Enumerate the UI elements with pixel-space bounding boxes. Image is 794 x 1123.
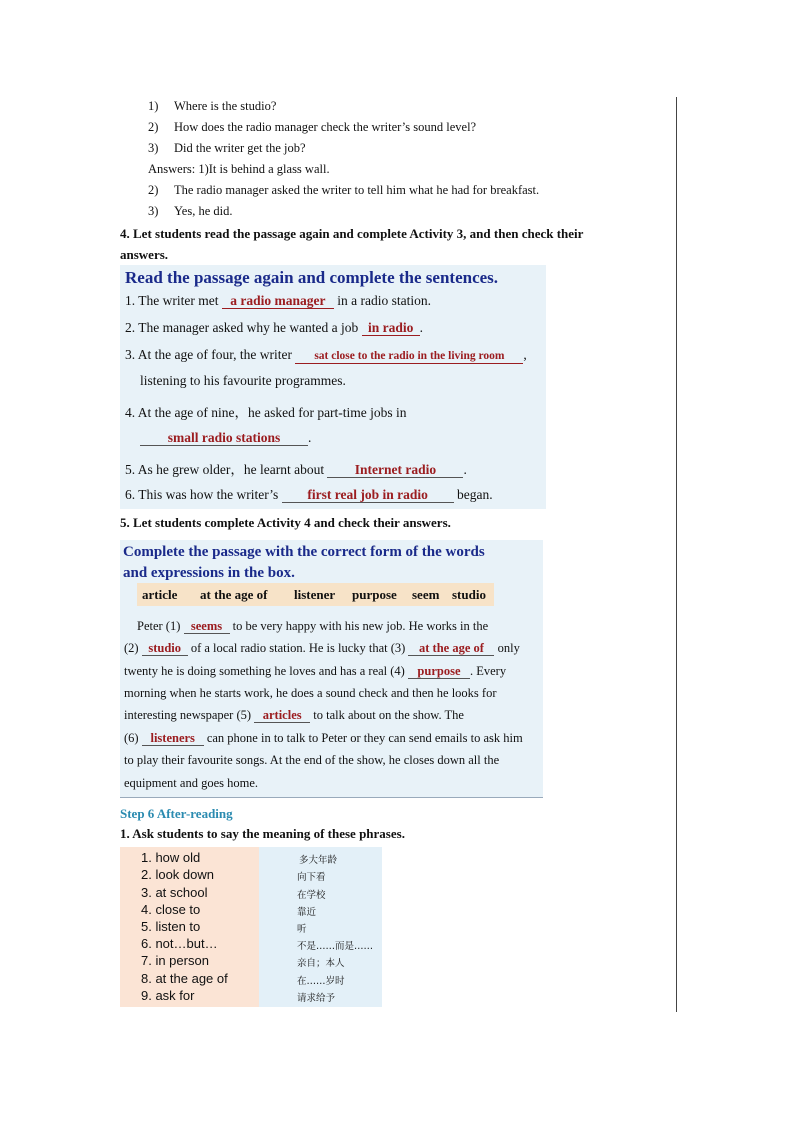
activity3-sentence: 3. At the age of four, the writer sat close to the radio in the living room , xyxy=(125,347,527,362)
answer-item: 2) The radio manager asked the writer to tell him what he had for breakfast. xyxy=(148,183,540,197)
question-list xyxy=(148,96,539,222)
passage-line: interesting newspaper (5) articles to talk about on the show. The xyxy=(124,708,464,722)
activity3-box xyxy=(120,265,546,509)
phrase-en: 6. not…but… xyxy=(141,936,218,951)
word-box-item: studio xyxy=(452,587,486,602)
step5-instruction: 5. Let students complete Activity 4 and check their answers. xyxy=(120,515,451,530)
passage-line: to play their favourite songs. At the end of the show, he closes down all the xyxy=(124,753,500,767)
phrase-en: 1. how old xyxy=(141,850,201,865)
activity4-title: Complete the passage with the correct form of the words and expressions in the box. xyxy=(123,544,485,581)
phrase-en: 9. ask for xyxy=(141,988,195,1003)
word-box-item: article xyxy=(142,587,178,602)
passage-line: (2) studio of a local radio station. He is lucky that (3) at the age of only xyxy=(124,641,520,655)
activity3-sentence: 2. The manager asked why he wanted a job in radio . xyxy=(125,320,424,335)
activity3-sentence: 4. At the age of nine，he asked for part-time jobs in xyxy=(125,405,407,420)
phrase-en: 5. listen to xyxy=(141,919,201,934)
phrase-zh: 在……岁时 xyxy=(297,976,345,987)
phrase-table xyxy=(120,847,382,1007)
phrase-en: 3. at school xyxy=(141,885,208,900)
passage-line: morning when he starts work, he does a sound check and then he looks for xyxy=(124,686,497,700)
phrase-zh: 请求给予 xyxy=(297,993,336,1004)
activity3-sentence-cont: small radio stations . xyxy=(140,430,311,446)
step4-instruction: 4. Let students read the passage again and complete Activity 3, and then check their answers. xyxy=(120,226,584,262)
activity3-sentence: 1. The writer met a radio manager in a radio station. xyxy=(125,293,431,308)
phrase-zh: 在学校 xyxy=(297,890,326,901)
answer-item: 3) Yes, he did. xyxy=(148,204,233,218)
phrase-zh: 听 xyxy=(297,924,307,935)
passage-line: twenty he is doing something he loves and has a real (4) purpose . Every xyxy=(124,664,507,678)
phrase-zh: 靠近 xyxy=(297,907,317,918)
passage-line: Peter (1) seems to be very happy with his new job. He works in the xyxy=(137,619,489,633)
phrase-zh: 不是……而是…… xyxy=(297,941,374,952)
margin-rule xyxy=(676,97,677,1012)
activity3-title: Read the passage again and complete the sentences. xyxy=(125,268,499,287)
question-item: 1) Where is the studio? xyxy=(148,99,277,113)
activity3-sentence: 5. As he grew older，he learnt about Internet radio . xyxy=(125,462,467,477)
passage-line: (6) listeners can phone in to talk to Peter or they can send emails to ask him xyxy=(124,731,523,745)
phrase-zh: 亲自；本人 xyxy=(297,958,345,969)
activity3-sentence: 6. This was how the writer’s first real job in radio began. xyxy=(125,487,493,502)
answer-first: Answers: 1)It is behind a glass wall. xyxy=(148,162,330,176)
question-item: 3) Did the writer get the job? xyxy=(148,141,306,155)
step6-instruction: 1. Ask students to say the meaning of these phrases. xyxy=(120,826,405,841)
word-box-item: listener xyxy=(294,587,336,602)
question-item: 2) How does the radio manager check the writer’s sound level? xyxy=(148,120,477,134)
phrase-en: 7. in person xyxy=(141,953,209,968)
phrase-en: 2. look down xyxy=(141,867,214,882)
activity3-sentence-cont: listening to his favourite programmes. xyxy=(140,373,346,388)
phrase-en: 4. close to xyxy=(141,902,201,917)
word-box-item: at the age of xyxy=(200,587,268,602)
phrase-zh: 向下看 xyxy=(297,872,326,883)
word-box-item: seem xyxy=(412,587,440,602)
phrase-zh: 多大年龄 xyxy=(299,855,338,866)
phrase-en: 8. at the age of xyxy=(141,971,228,986)
step6-title: Step 6 After-reading xyxy=(120,806,233,821)
word-box-item: purpose xyxy=(352,587,397,602)
word-box xyxy=(137,583,494,606)
passage-line: equipment and goes home. xyxy=(124,776,258,790)
